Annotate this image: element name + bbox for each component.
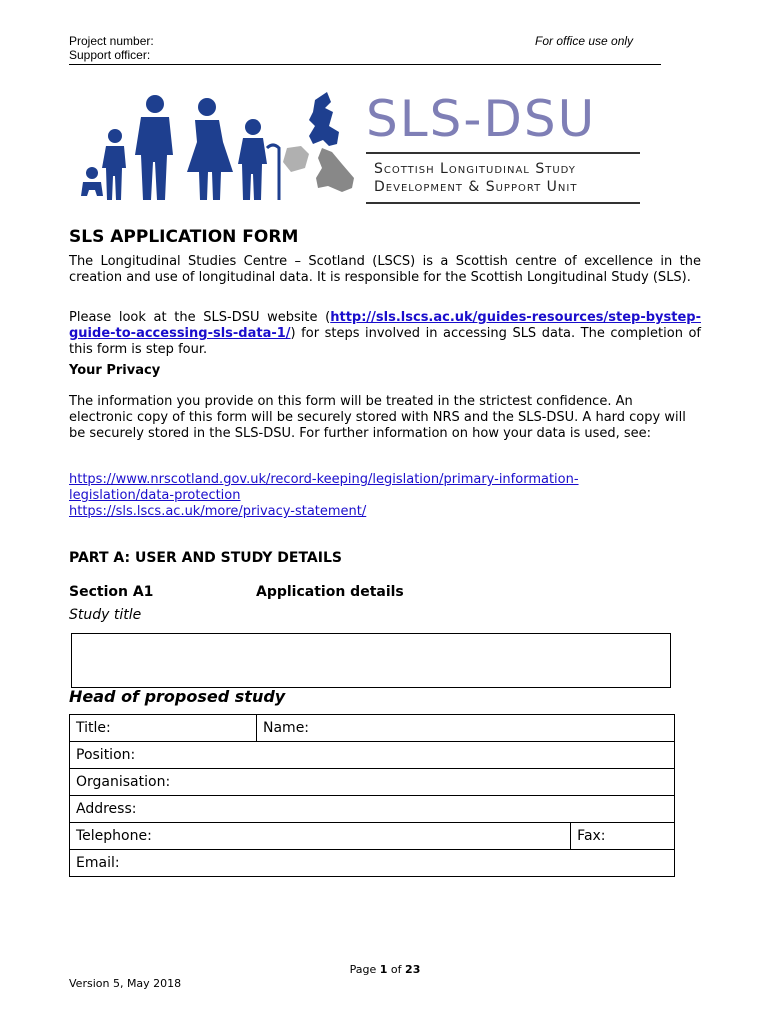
website-paragraph [69,310,701,358]
fax-field[interactable]: Fax: [571,823,675,850]
organisation-field[interactable]: Organisation: [70,769,675,796]
logo-subtitle-2: Development & Support Unit [374,179,578,195]
email-field[interactable]: Email: [70,850,675,877]
logo-divider-bottom [366,202,640,204]
nrs-data-protection-link[interactable] [69,472,579,503]
logo-divider [366,152,640,154]
privacy-links [69,472,579,520]
head-of-study-table [69,714,675,877]
header-divider [69,64,661,65]
office-use-label: For office use only [535,34,634,48]
privacy-heading: Your Privacy [69,363,161,378]
page-of: of [387,963,406,976]
table-row [70,796,675,823]
head-of-study-label: Head of proposed study [69,687,286,706]
page-number [0,963,770,976]
table-row [70,742,675,769]
title-field[interactable]: Title: [70,715,257,742]
study-title-label: Study title [69,607,142,623]
study-title-input[interactable] [71,633,671,688]
page-prefix: Page [349,963,380,976]
address-field[interactable]: Address: [70,796,675,823]
table-row [70,823,675,850]
header-left [69,34,154,62]
form-title: SLS APPLICATION FORM [69,227,299,247]
sls-guide-link[interactable]: http://sls.lscs.ac.uk/guides-resources/step-bystep-guide-to-accessing-sls-data-1/ [69,310,701,341]
family-figures-logo-icon [75,90,360,205]
version-label: Version 5, May 2018 [69,977,182,990]
support-officer-label: Support officer: [69,48,151,62]
table-row [70,769,675,796]
nrs-link-line1: https://www.nrscotland.gov.uk/record-keeping/legislation/primary-information- [69,472,579,487]
telephone-field[interactable]: Telephone: [70,823,571,850]
logo-wordmark [366,90,646,204]
logo-subtitle-1: Scottish Longitudinal Study [374,161,576,177]
project-number-label: Project number: [69,34,154,48]
intro-paragraph: The Longitudinal Studies Centre – Scotland (LSCS) is a Scottish centre of excellence in the creation and use of longitudinal data. It is responsible for the Scottish Longitudinal Study (SLS). [69,254,701,285]
section-a1-label: Section A1 [69,584,154,600]
section-a1-title: Application details [256,584,404,600]
position-field[interactable]: Position: [70,742,675,769]
privacy-statement-link[interactable]: https://sls.lscs.ac.uk/more/privacy-statement/ [69,504,367,519]
name-field[interactable]: Name: [257,715,675,742]
part-a-heading: PART A: USER AND STUDY DETAILS [69,550,342,566]
website-text-before: Please look at the SLS-DSU website ( [69,310,331,325]
table-row [70,715,675,742]
website-text-after: ) for steps involved in accessing SLS data. The completion of this form is step four. [69,326,701,357]
page-total: 23 [405,963,421,976]
logo-name: SLS-DSU [366,90,597,148]
privacy-text: The information you provide on this form will be treated in the strictest confidence. An electronic copy of this form will be securely stored with NRS and the SLS-DSU. A hard copy will be securely stored in the SLS-DSU. For further information on how your data is used, see: [69,394,686,441]
nrs-link-line2: legislation/data-protection [69,488,241,503]
page-current: 1 [379,963,388,976]
table-row [70,850,675,877]
